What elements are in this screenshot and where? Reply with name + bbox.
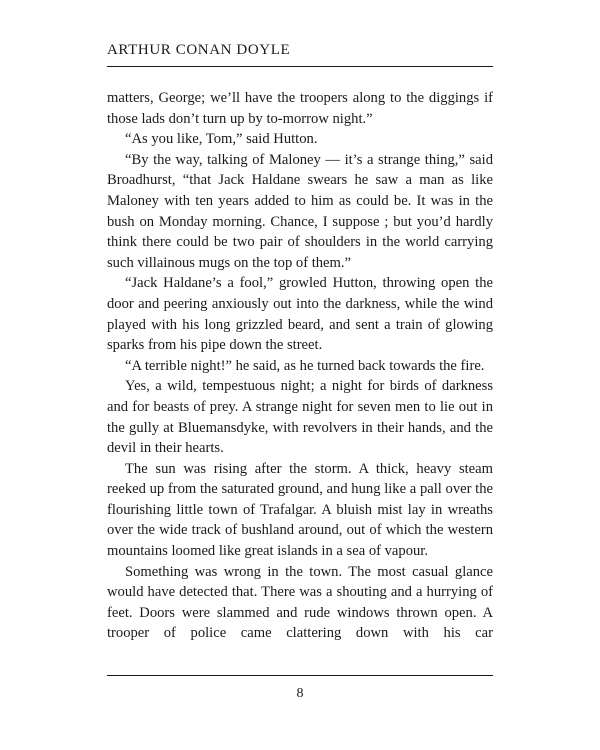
- paragraph: “A terrible night!” he said, as he turned back towards the fire.: [125, 357, 485, 374]
- paragraph: “Jack Haldane’s a fool,” growled Hutton, throwing open the door and peering anxiously out into the darkness, while the wind played with his long grizzled beard, and sent a train of glowing sparks from his pipe down the street.: [107, 275, 493, 354]
- paragraph: “By the way, talking of Maloney — it’s a strange thing,” said Broadhurst, “that Jack Haldane swears he saw a man as like Maloney with ten years added to him as could be. It was in the bush on Monday morning. Chance, I suppose ; but you’d hardly think there could be two pair of shoulders in the world carrying such villainous mugs on the top of them.”: [107, 151, 493, 271]
- paragraph-continued: matters, George; we’ll have the troopers along to the diggings if those lads don’t turn up by to-morrow night.”: [107, 90, 493, 127]
- body-text: [107, 88, 493, 644]
- header-rule: [107, 66, 493, 67]
- paragraph: Something was wrong in the town. The most casual glance would have detected that. There was a shouting and a hurrying of feet. Doors were slammed and rude windows thrown open. A trooper of police came clattering down with his car: [107, 563, 493, 642]
- footer-rule: [107, 675, 493, 676]
- running-head-author: ARTHUR CONAN DOYLE: [107, 42, 291, 58]
- page-number: 8: [296, 686, 304, 701]
- paragraph: Yes, a wild, tempestuous night; a night for birds of darkness and for beasts of prey. A strange night for seven men to lie out in the gully at Bluemansdyke, with revolvers in their hands, and the devil in their hearts.: [107, 378, 493, 457]
- paragraph: The sun was rising after the storm. A thick, heavy steam reeked up from the saturated ground, and hung like a pall over the flourishing little town of Trafalgar. A bluish mist lay in wreaths over the wide track of bushland around, out of which the western mountains loomed like great islands in a sea of vapour.: [107, 460, 493, 560]
- paragraph: “As you like, Tom,” said Hutton.: [125, 131, 318, 148]
